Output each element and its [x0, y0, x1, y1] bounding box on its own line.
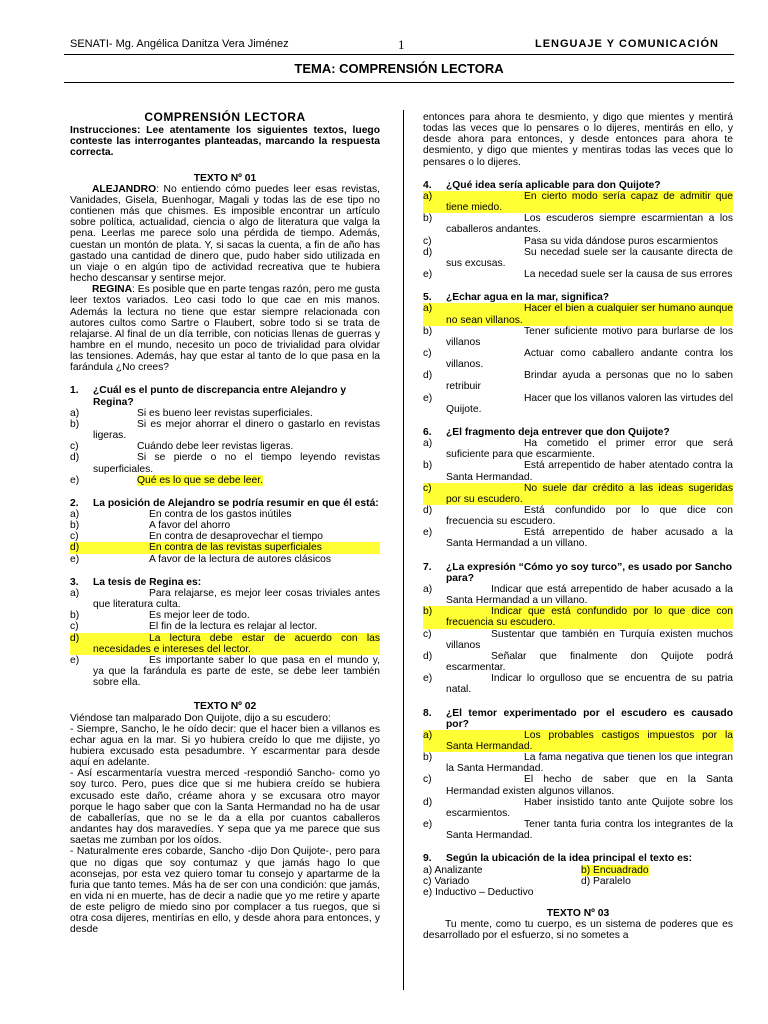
text-1-paragraph-regina: REGINA: Es posible que en parte tengas razón, pero me gusta leer textos variados. Leo casi todo lo que cae en mis manos. Además la lectura no tiene que estar siempre relacionada con autores cultos como Sartre o Flaubert, sobre todo si se trata de relajarse. Al final de un día terrible, con noticias llenas de guerras y hambre en el mundo, necesito un poco de trivialidad para olvidar las tensiones. Además, hay que estar al tanto de lo que pasa en la farándula ¿No crees?	[70, 284, 380, 374]
left-column	[70, 112, 380, 936]
option-5d[interactable]: d) Brindar ayuda a personas que no lo saben retribuir	[423, 370, 733, 393]
question-6: 6. ¿El fragmento deja entrever que don Quijote?	[423, 426, 670, 438]
option-1c[interactable]: c) Cuándo debe leer revistas ligeras.	[70, 441, 294, 453]
text-2-paragraph-1: Viéndose tan malparado Don Quijote, dijo a su escudero:	[70, 712, 331, 724]
option-7c[interactable]: c) Sustentar que también en Turquía existen muchos villanos	[423, 628, 733, 651]
option-1b[interactable]: b) Si es mejor ahorrar el dinero o gastarlo en revistas ligeras.	[70, 418, 380, 442]
option-9c[interactable]: c) Variado	[423, 875, 470, 887]
option-8e[interactable]: e) Tener tanta furia contra los integrantes de la Santa Hermandad.	[423, 819, 733, 842]
question-2: 2. La posición de Alejandro se podría resumir en que él está:	[70, 497, 379, 509]
option-4e[interactable]: e) La necedad suele ser la causa de sus errores	[423, 269, 733, 281]
option-8a[interactable]: a) Los probables castigos impuestos por la Santa Hermandad.	[423, 729, 733, 752]
option-3e[interactable]: e) Es importante saber lo que pasa en el mundo y, ya que la farándula es parte de este, se debe leer también sobre ella.	[70, 654, 380, 689]
text-2-continuation: entonces para ahora te desmiento, y digo que mientes y mentirá todas las veces que lo pensares o lo dijeres, mentirás en ello, y desde ahora para entonces, y desde entonces para ahora te desmiento, y digo que mientes y mentiras todas las veces que lo pensares o lo dijeres.	[423, 112, 733, 168]
option-8d[interactable]: d) Haber insistido tanto ante Quijote sobre los escarmientos.	[423, 796, 733, 819]
option-2e[interactable]: e) A favor de la lectura de autores clásicos	[70, 553, 332, 565]
question-1: 1. ¿Cuál es el punto de discrepancia entre Alejandro y Regina?	[70, 385, 347, 408]
page-number: 1	[398, 37, 405, 52]
option-5c[interactable]: c) Actuar como caballero andante contra los villanos.	[423, 347, 733, 371]
topic-title: TEMA: COMPRENSIÓN LECTORA	[294, 61, 504, 76]
option-9b[interactable]: b) Encuadrado	[581, 864, 649, 876]
text-1-paragraph-alejandro: ALEJANDRO: No entiendo cómo puedes leer esas revistas, Vanidades, Gisela, Buenhogar, Magali y todas las de ese tipo no contienen más que chismes. Es imposible encontrar un artículo sobre política, actualidad, ciencia o algo de literatura que valga la pena. Leerlas me parece solo una pérdida de tiempo. Además, cuestan un montón de plata. Y, si sacas la cuenta, a fin de año has gastado una cantidad de dinero que, pudo haber sido utilizada en un viaje o en algún tipo de actividad recreativa que te hubiera hecho descansar y sentirse mejor.	[70, 183, 380, 285]
option-7b[interactable]: b) Indicar que está confundido por lo que dice con frecuencia su escudero.	[423, 606, 733, 629]
option-5e[interactable]: e) Hacer que los villanos valoren las virtudes del Quijote.	[423, 392, 733, 415]
option-5b[interactable]: b) Tener suficiente motivo para burlarse de los villanos	[423, 325, 733, 348]
option-3c[interactable]: c) El fin de la lectura es relajar al lector.	[70, 621, 318, 633]
section-title: COMPRENSIÓN LECTORA	[144, 110, 306, 124]
option-7e[interactable]: e) Indicar lo orgulloso que se encuentra de su patria natal.	[423, 673, 733, 696]
text-2-paragraph-3: - Así escarmentaría vuestra merced -respondió Sancho- como yo soy turco. Pero, pues dice que si me hubiera creído se hubiera excusado este daño, créame ahora y se excusara otro mayor porque le hago saber que con la Santa Hermandad no ha de usar de caballerías, que no se le da a ella por cuantos caballeros andantes hay dos maravedíes. Y sepa que ya me parece que sus saetas me zumban por los oídos.	[70, 768, 380, 847]
option-3d[interactable]: d) La lectura debe estar de acuerdo con las necesidades e intereses del lector.	[70, 632, 380, 655]
option-2c[interactable]: c) En contra de desaprovechar el tiempo	[70, 531, 324, 543]
option-4d[interactable]: d) Su necedad suele ser la causante directa de sus excusas.	[423, 246, 733, 269]
question-8: 8. ¿El temor experimentado por el escudero es causado por?	[423, 707, 733, 730]
question-9-options-row-2	[423, 876, 733, 887]
option-1e[interactable]: e) Qué es lo que se debe leer.	[70, 474, 263, 486]
option-4c[interactable]: c) Pasa su vida dándose puros escarmientos	[423, 235, 719, 247]
option-7a[interactable]: a) Indicar que está arrepentido de haber acusado a la Santa Hermandad a un villano.	[423, 583, 733, 607]
option-6d[interactable]: d) Está confundido por lo que dice con frecuencia su escudero.	[423, 505, 733, 528]
option-9a[interactable]: a) Analizante	[423, 864, 483, 876]
instructions: Instrucciones: Lee atentamente los siguientes textos, luego conteste las interrogantes planteadas, marcando la respuesta correcta.	[70, 125, 380, 159]
text-3-paragraph-1: Tu mente, como tu cuerpo, es un sistema de poderes que es desarrollado por el esfuerzo, si no sometes a	[423, 919, 733, 942]
option-2d[interactable]: d) En contra de las revistas superficiales	[70, 542, 380, 553]
question-9-options-row-1	[423, 865, 733, 876]
option-3b[interactable]: b) Es mejor leer de todo.	[70, 610, 250, 622]
option-6b[interactable]: b) Está arrepentido de haber atentado contra la Santa Hermandad.	[423, 460, 733, 483]
option-1d[interactable]: d) Si se pierde o no el tiempo leyendo revistas superficiales.	[70, 452, 380, 475]
option-7d[interactable]: d) Señalar que finalmente don Quijote podrá escarmentar.	[423, 650, 733, 674]
text-2-paragraph-4: - Naturalmente eres cobarde, Sancho -dijo Don Quijote-, pero para que no digas que soy contumaz y que jamás hago lo que aconsejas, por esta vez quiero tomar tu consejo y apartarme de la furia que tanto temes. Más ha de ser con una condición: que jamás, en vida ni en muerte, has de decir a nadie que yo me retire y aparte de este peligro de miedo sino por complacer a tus ruegos, que si otra cosa dijeres, mentirías en ello, y desde ahora para entonces, y desde	[70, 846, 380, 936]
option-6a[interactable]: a) Ha cometido el primer error que será suficiente para que escarmiente.	[423, 438, 733, 461]
text-3-title: TEXTO Nº 03	[546, 908, 610, 919]
text-1-title: TEXTO Nº 01	[193, 172, 257, 184]
right-column	[423, 112, 733, 941]
text-2-title: TEXTO Nº 02	[193, 701, 257, 713]
question-7: 7. ¿La expresión “Cómo yo soy turco”, es usado por Sancho para?	[423, 561, 733, 584]
question-4: 4. ¿Qué idea sería aplicable para don Quijote?	[423, 179, 661, 191]
option-1a[interactable]: a) Si es bueno leer revistas superficiales.	[70, 407, 313, 419]
option-4a[interactable]: a) En cierto modo sería capaz de admitir que tiene miedo.	[423, 190, 733, 214]
option-6c[interactable]: c) No suele dar crédito a las ideas sugeridas por su escudero.	[423, 482, 733, 505]
column-divider	[403, 110, 404, 990]
text-2-paragraph-2: - Siempre, Sancho, le he oído decir: que el hacer bien a villanos es echar agua en la mar. Si yo hubiera creído lo que me dijiste, yo hubiera excusado esta pesadumbre. Y escarmentar para desde aquí en adelante.	[70, 723, 380, 769]
option-8c[interactable]: c) El hecho de saber que en la Santa Hermandad existen algunos villanos.	[423, 774, 733, 797]
option-9d[interactable]: d) Paralelo	[581, 875, 631, 887]
option-8b[interactable]: b) La fama negativa que tienen los que integran la Santa Hermandad.	[423, 752, 733, 775]
option-2b[interactable]: b) A favor del ahorro	[70, 520, 231, 532]
header-course: LENGUAJE Y COMUNICACIÓN	[535, 38, 719, 50]
option-2a[interactable]: a) En contra de los gastos inútiles	[70, 509, 292, 520]
question-9: 9. Según la ubicación de la idea principal el texto es:	[423, 853, 693, 865]
option-9e[interactable]: e) Inductivo – Deductivo	[423, 886, 534, 898]
header-author: SENATI- Mg. Angélica Danitza Vera Jiménez	[70, 38, 289, 50]
question-3: 3. La tesis de Regina es:	[70, 576, 202, 588]
option-6e[interactable]: e) Está arrepentido de haber acusado a la Santa Hermandad a un villano.	[423, 527, 733, 550]
header-rule	[64, 54, 734, 55]
option-3a[interactable]: a) Para relajarse, es mejor leer cosas triviales antes que literatura culta.	[70, 587, 380, 611]
option-5a[interactable]: a) Hacer el bien a cualquier ser humano aunque no sean villanos.	[423, 303, 733, 326]
question-5: 5. ¿Echar agua en la mar, significa?	[423, 292, 610, 304]
option-4b[interactable]: b) Los escuderos siempre escarmientan a los caballeros andantes.	[423, 213, 733, 236]
topic-rule	[64, 82, 734, 83]
